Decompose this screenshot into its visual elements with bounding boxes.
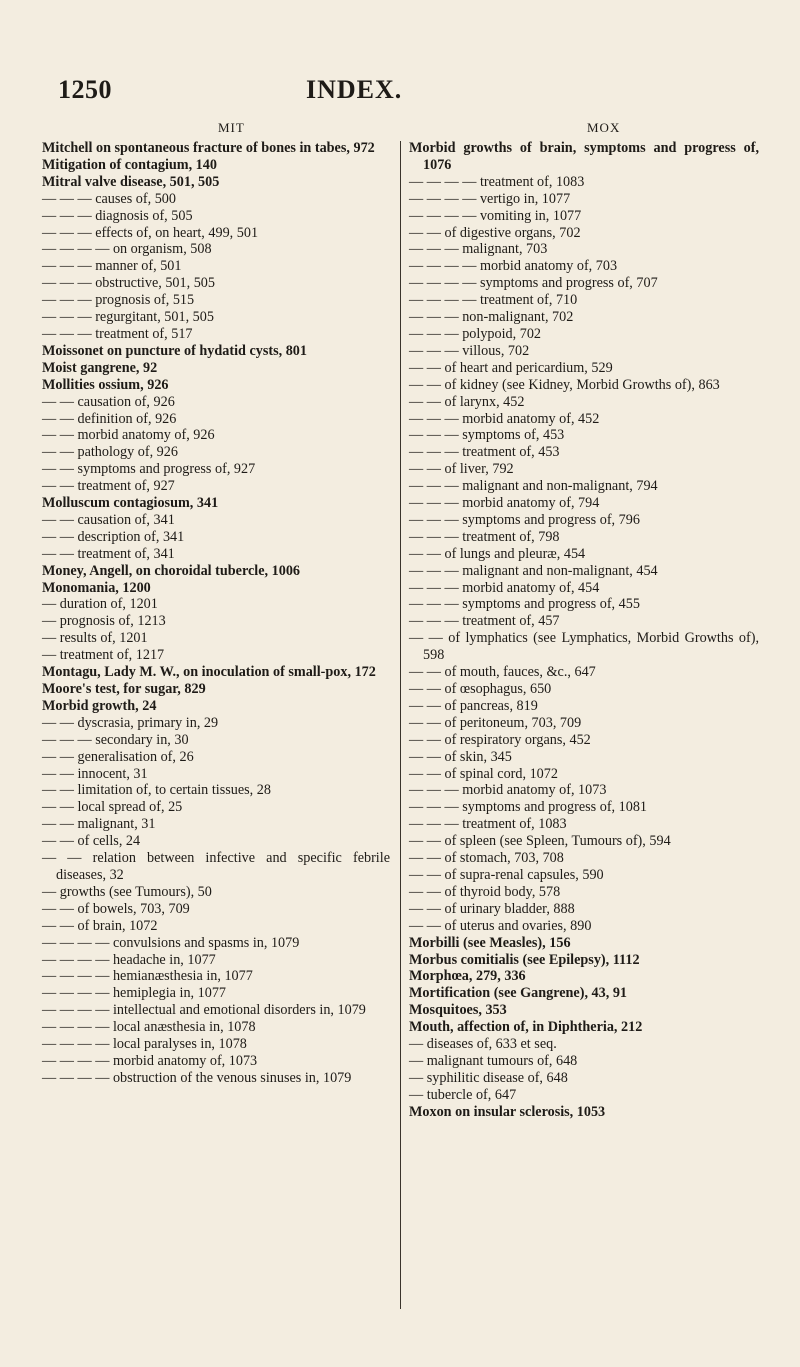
index-subentry: — — — — convulsions and spasms in, 1079: [42, 934, 300, 951]
index-subentry: — — definition of, 926: [42, 410, 177, 427]
page-number: 1250: [58, 75, 112, 104]
left-index-column: [42, 140, 390, 1087]
index-entry: Morbid growths of brain, symptoms and progress of, 1076: [409, 140, 759, 173]
index-subentry: — — treatment of, 341: [42, 545, 175, 562]
index-subentry: — — of lungs and pleuræ, 454: [409, 545, 586, 562]
index-subentry: — — — — on organism, 508: [42, 241, 212, 258]
index-subentry: — — description of, 341: [42, 528, 185, 545]
index-entry: Moist gangrene, 92: [42, 359, 158, 376]
index-entry: Morbilli (see Measles), 156: [409, 934, 571, 951]
column-divider: [400, 141, 401, 1309]
index-subentry: — — of lymphatics (see Lymphatics, Morbid Growths of), 598: [409, 630, 759, 664]
index-subentry: — — of supra-renal capsules, 590: [409, 866, 604, 883]
index-subentry: — — morbid anatomy of, 926: [42, 427, 215, 444]
index-entry: Mitigation of contagium, 140: [42, 156, 217, 173]
index-subentry: — — of spinal cord, 1072: [409, 765, 558, 782]
index-subentry: — — — treatment of, 798: [409, 528, 560, 545]
index-subentry: — — — obstructive, 501, 505: [42, 275, 215, 292]
index-entry: Mollities ossium, 926: [42, 376, 169, 393]
index-subentry: — syphilitic disease of, 648: [409, 1069, 568, 1086]
index-subentry: — — malignant, 31: [42, 816, 156, 833]
index-subentry: — — treatment of, 927: [42, 478, 175, 495]
index-entry: Morbid growth, 24: [42, 697, 157, 714]
index-subentry: — — — morbid anatomy of, 1073: [409, 782, 607, 799]
page-title: INDEX.: [306, 75, 403, 104]
index-subentry: — — of urinary bladder, 888: [409, 900, 575, 917]
index-subentry: — — of stomach, 703, 708: [409, 850, 564, 867]
index-subentry: — — — secondary in, 30: [42, 731, 189, 748]
index-entry: Morbus comitialis (see Epilepsy), 1112: [409, 951, 640, 968]
index-subentry: — — of uterus and ovaries, 890: [409, 917, 592, 934]
index-subentry: — — — effects of, on heart, 499, 501: [42, 224, 259, 241]
index-subentry: — — — — morbid anatomy of, 703: [409, 258, 618, 275]
index-subentry: — — of mouth, fauces, &c., 647: [409, 664, 596, 681]
index-subentry: — — of pancreas, 819: [409, 697, 538, 714]
index-subentry: — tubercle of, 647: [409, 1086, 517, 1103]
index-subentry: — — — diagnosis of, 505: [42, 207, 193, 224]
index-subentry: — — — regurgitant, 501, 505: [42, 309, 214, 326]
index-subentry: — — — causes of, 500: [42, 190, 176, 207]
index-subentry: — — — — headache in, 1077: [42, 951, 216, 968]
index-subentry: — — of spleen (see Spleen, Tumours of), 594: [409, 833, 671, 850]
index-subentry: — — of kidney (see Kidney, Morbid Growths of), 863: [409, 376, 720, 393]
index-subentry: — — — — hemiplegia in, 1077: [42, 985, 227, 1002]
index-subentry: — — — treatment of, 1083: [409, 816, 567, 833]
index-subentry: — — of brain, 1072: [42, 917, 158, 934]
index-subentry: — — — — treatment of, 710: [409, 292, 578, 309]
index-subentry: — — — morbid anatomy of, 454: [409, 579, 600, 596]
index-entry: Mortification (see Gangrene), 43, 91: [409, 985, 628, 1002]
index-subentry: — — — — local paralyses in, 1078: [42, 1036, 247, 1053]
index-subentry: — treatment of, 1217: [42, 647, 165, 664]
index-subentry: — — — treatment of, 453: [409, 444, 560, 461]
index-subentry: — — limitation of, to certain tissues, 28: [42, 782, 271, 799]
index-subentry: — — — — local anæsthesia in, 1078: [42, 1019, 256, 1036]
index-subentry: — — of œsophagus, 650: [409, 681, 552, 697]
index-entry: Molluscum contagiosum, 341: [42, 495, 219, 512]
left-column-range: MIT: [218, 120, 245, 135]
index-subentry: — — — — symptoms and progress of, 707: [409, 275, 658, 292]
index-subentry: — — — symptoms and progress of, 1081: [409, 799, 648, 816]
index-subentry: — — — — hemianæsthesia in, 1077: [42, 968, 253, 985]
index-entry: Moissonet on puncture of hydatid cysts, 801: [42, 342, 307, 359]
index-subentry: — — — treatment of, 517: [42, 325, 193, 342]
index-subentry: — — pathology of, 926: [42, 444, 178, 461]
index-subentry: — — of heart and pericardium, 529: [409, 359, 613, 376]
index-subentry: — — of digestive organs, 702: [409, 224, 581, 241]
index-subentry: — — of thyroid body, 578: [409, 883, 561, 900]
index-subentry: — malignant tumours of, 648: [409, 1052, 578, 1069]
right-index-column: [409, 140, 759, 1121]
index-entry: Moore's test, for sugar, 829: [42, 681, 206, 697]
index-subentry: — — — — treatment of, 1083: [409, 173, 585, 190]
index-subentry: — — relation between infective and specific febrile diseases, 32: [42, 850, 390, 883]
index-subentry: — — of liver, 792: [409, 461, 514, 478]
index-subentry: — — — malignant and non-malignant, 454: [409, 562, 658, 579]
index-entry: Monomania, 1200: [42, 579, 151, 596]
index-subentry: — duration of, 1201: [42, 596, 158, 613]
index-subentry: — — — treatment of, 457: [409, 613, 560, 630]
index-subentry: — — of peritoneum, 703, 709: [409, 714, 582, 731]
index-subentry: — — causation of, 341: [42, 511, 175, 528]
index-entry: Mouth, affection of, in Diphtheria, 212: [409, 1019, 643, 1036]
index-subentry: — prognosis of, 1213: [42, 613, 166, 630]
index-subentry: — diseases of, 633 et seq.: [409, 1036, 557, 1053]
index-subentry: — — generalisation of, 26: [42, 748, 194, 765]
index-subentry: — — — morbid anatomy of, 794: [409, 495, 600, 512]
index-subentry: — — — symptoms and progress of, 796: [409, 511, 640, 528]
index-subentry: — — — non-malignant, 702: [409, 309, 574, 326]
index-entry: Mosquitoes, 353: [409, 1002, 507, 1019]
index-subentry: — growths (see Tumours), 50: [42, 883, 212, 900]
index-subentry: — — innocent, 31: [42, 765, 148, 782]
index-subentry: — results of, 1201: [42, 630, 148, 647]
index-subentry: — — — — obstruction of the venous sinuses in, 1079: [42, 1069, 352, 1086]
index-subentry: — — — villous, 702: [409, 342, 530, 359]
index-subentry: — — — malignant, 703: [409, 241, 548, 258]
right-column-range: MOX: [587, 120, 621, 135]
index-subentry: — — of respiratory organs, 452: [409, 731, 591, 748]
index-subentry: — — causation of, 926: [42, 393, 175, 410]
index-subentry: — — local spread of, 25: [42, 799, 183, 816]
index-subentry: — — of larynx, 452: [409, 393, 525, 410]
index-entry: Montagu, Lady M. W., on inoculation of small-pox, 172: [42, 664, 376, 681]
index-subentry: — — — malignant and non-malignant, 794: [409, 478, 658, 495]
index-subentry: — — — — intellectual and emotional disorders in, 1079: [42, 1002, 366, 1019]
index-subentry: — — symptoms and progress of, 927: [42, 461, 256, 478]
index-subentry: — — — symptoms and progress of, 455: [409, 596, 640, 613]
index-entry: Morphœa, 279, 336: [409, 968, 526, 985]
index-subentry: — — of cells, 24: [42, 833, 141, 850]
index-subentry: — — of skin, 345: [409, 748, 512, 765]
index-subentry: — — of bowels, 703, 709: [42, 900, 190, 917]
index-subentry: — — — symptoms of, 453: [409, 427, 565, 444]
index-subentry: — — dyscrasia, primary in, 29: [42, 714, 219, 731]
index-entry: Mitchell on spontaneous fracture of bones in tabes, 972: [42, 140, 375, 156]
index-subentry: — — — — vomiting in, 1077: [409, 207, 582, 224]
index-subentry: — — — manner of, 501: [42, 258, 182, 275]
index-subentry: — — — morbid anatomy of, 452: [409, 410, 600, 427]
index-subentry: — — — — morbid anatomy of, 1073: [42, 1052, 258, 1069]
index-entry: Mitral valve disease, 501, 505: [42, 173, 220, 190]
index-entry: Moxon on insular sclerosis, 1053: [409, 1103, 606, 1120]
index-subentry: — — — — vertigo in, 1077: [409, 190, 571, 207]
index-subentry: — — — prognosis of, 515: [42, 292, 195, 309]
index-subentry: — — — polypoid, 702: [409, 325, 542, 342]
index-entry: Money, Angell, on choroidal tubercle, 1006: [42, 562, 301, 579]
